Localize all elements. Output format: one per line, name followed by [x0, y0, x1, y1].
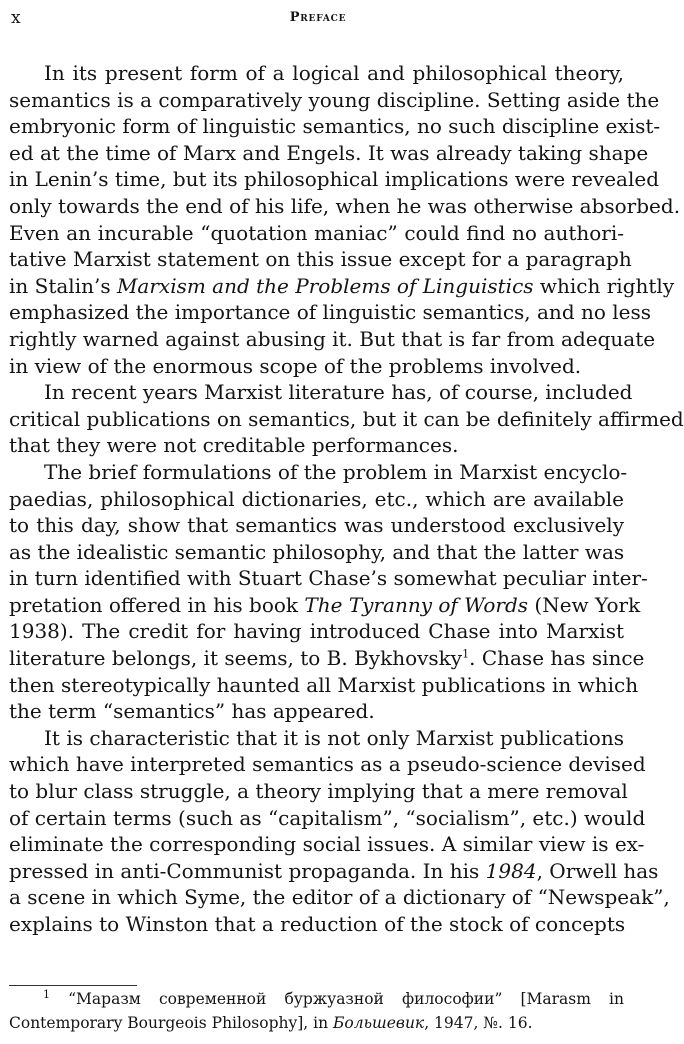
text-line: in turn identified with Stuart Chase’s somewhat peculiar inter-	[9, 566, 648, 591]
text-line: eliminate the corresponding social issues. A similar view is ex-	[9, 832, 645, 857]
book-title: 1984	[485, 858, 537, 883]
text-line: semantics is a comparatively young discipline. Setting aside the	[9, 87, 660, 112]
text-line: paedias, philosophical dictionaries, etc., which are available	[9, 486, 624, 511]
paragraph	[9, 725, 670, 938]
text-line: embryonic form of linguistic semantics, no such discipline exist-	[9, 114, 661, 139]
text-line: in view of the enormous scope of the problems involved.	[9, 353, 582, 378]
page-number: x	[11, 8, 21, 28]
text-line: ed at the time of Marx and Engels. It was already taking shape	[9, 140, 649, 165]
journal-title: Большевик	[333, 1014, 425, 1032]
text-line: the term “semantics” has appeared.	[9, 699, 375, 724]
text-line: a scene in which Syme, the editor of a dictionary of “Newspeak”,	[9, 885, 670, 910]
text-line: explains to Winston that a reduction of the stock of concepts	[9, 912, 626, 936]
text-line: In recent years Marxist literature has, of course, included	[44, 380, 633, 405]
footnote-reference[interactable]: 1	[462, 647, 470, 661]
book-title: The Tyranny of Words	[304, 592, 529, 617]
text-line: to this day, show that semantics was understood exclusively	[9, 513, 624, 538]
text-line: that they were not creditable performances.	[9, 433, 459, 458]
footnote-marker: 1	[43, 987, 50, 1001]
text-line: in Lenin’s time, but its philosophical implications were revealed	[9, 167, 660, 192]
text-line: pretation offered in his book The Tyranny of Words (New York	[9, 592, 641, 617]
footnote-divider	[9, 985, 137, 986]
footnote-line: Contemporary Bourgeois Philosophy], in Большевик, 1947, №. 16.	[9, 1014, 533, 1032]
text-line: to blur class struggle, a theory implying that a mere removal	[9, 779, 628, 804]
text-line: only towards the end of his life, when he was otherwise absorbed.	[9, 193, 681, 218]
text-line: 1938). The credit for having introduced Chase into Marxist	[9, 619, 624, 644]
text-line: literature belongs, it seems, to B. Bykhovsky$^1$. Chase has since	[9, 646, 645, 671]
footnote-line: $^1$ “Маразм современной буржуазной философии” [Marasm in	[43, 987, 624, 1008]
running-head: Preface	[289, 10, 347, 25]
text-line: Even an incurable “quotation maniac” could find no authori-	[9, 220, 624, 245]
body-text	[9, 60, 684, 938]
paragraph	[9, 379, 684, 459]
text-line: It is characteristic that it is not only Marxist publications	[44, 725, 624, 750]
paragraph	[9, 60, 681, 379]
text-line: emphasized the importance of linguistic semantics, and no less	[9, 300, 652, 325]
text-line: The brief formulations of the problem in Marxist encyclo-	[44, 459, 628, 484]
text-line: which have interpreted semantics as a pseudo-science devised	[9, 752, 646, 777]
footnotes	[9, 987, 624, 1035]
paragraph	[9, 459, 648, 725]
text-line: tative Marxist statement on this issue except for a paragraph	[9, 247, 632, 272]
page-header	[0, 4, 636, 28]
book-title: Marxism and the Problems of Linguistics	[116, 273, 534, 298]
text-line: critical publications on semantics, but it can be definitely affirmed	[9, 406, 684, 431]
text-line: of certain terms (such as “capitalism”, “socialism”, etc.) would	[9, 805, 646, 830]
text-line: rightly warned against abusing it. But that is far from adequate	[9, 326, 656, 351]
text-line: in Stalin’s Marxism and the Problems of Linguistics which rightly	[9, 273, 675, 298]
text-line: pressed in anti-Communist propaganda. In his 1984, Orwell has	[9, 858, 659, 883]
text-line: as the idealistic semantic philosophy, and that the latter was	[9, 539, 625, 564]
text-line: In its present form of a logical and philosophical theory,	[44, 61, 624, 85]
text-line: then stereotypically haunted all Marxist publications in which	[9, 672, 639, 697]
